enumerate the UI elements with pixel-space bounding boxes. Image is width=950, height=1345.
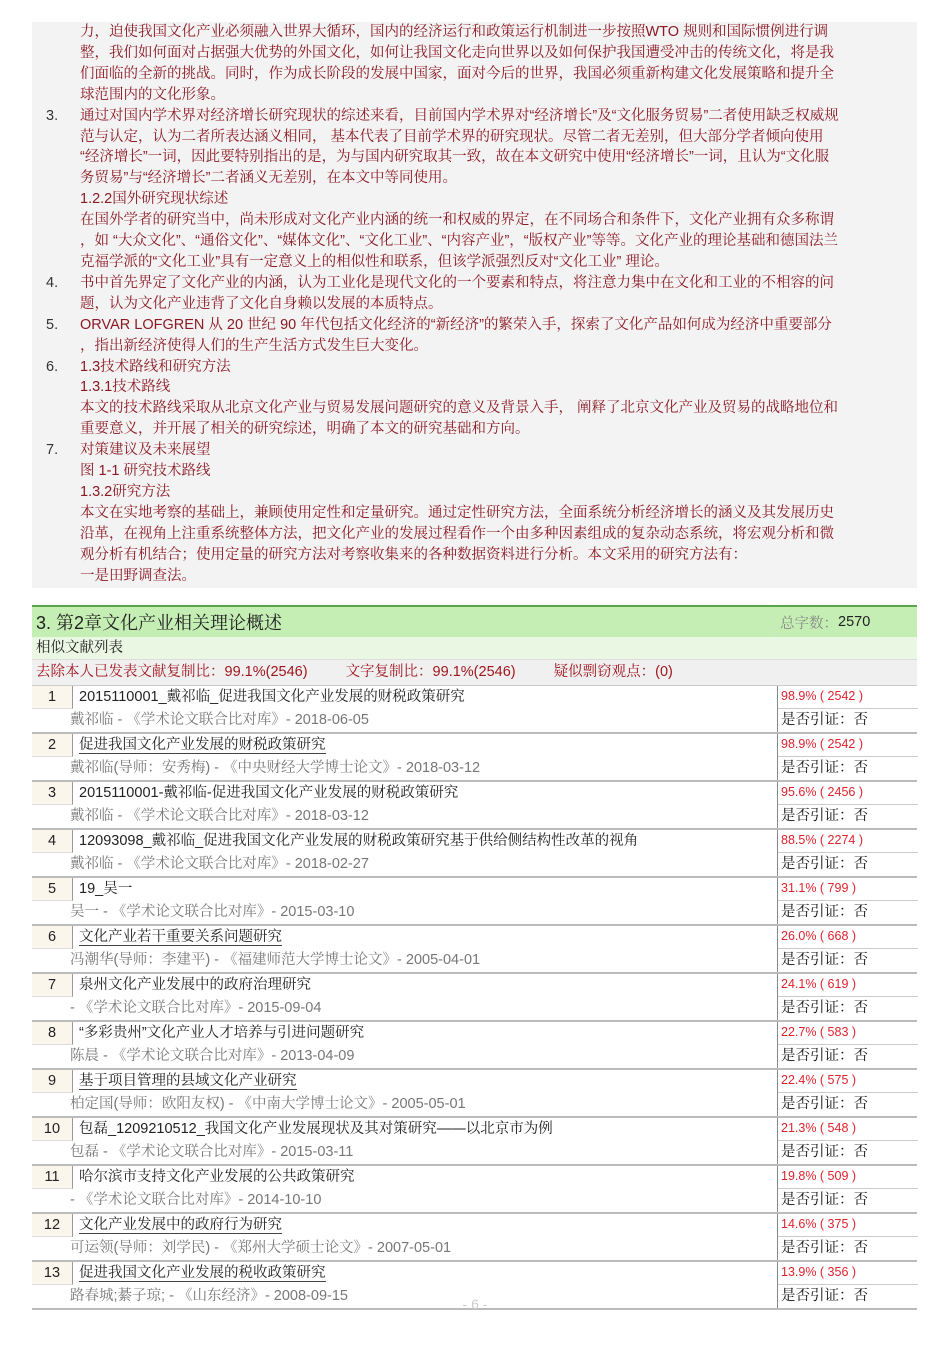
doc-meta: 戴祁临(导师：安秀梅) - 《中央财经大学博士论文》- 2018-03-12 [70, 760, 481, 776]
cited-status: 是否引证：否 [781, 856, 868, 872]
row-title-line [32, 734, 777, 757]
doc-title-text: 19_吴一 [79, 881, 133, 897]
similarity-pct: 13.9% ( 356 ) [778, 1262, 918, 1285]
table-row [32, 1070, 917, 1118]
line-text: 1.2.2国外研究现状综述 [80, 191, 229, 208]
line-text: 本文的技术路线采取从北京文化产业与贸易发展问题研究的意义及背景入手， 阐释了北京文化产业及贸易的战略地位和 [80, 400, 839, 417]
total-label: 总字数： [780, 615, 838, 632]
row-index: 2 [32, 734, 73, 757]
similarity-pct: 95.6% ( 2456 ) [778, 782, 918, 805]
row-result [777, 782, 918, 828]
cited-status: 是否引证：否 [781, 760, 868, 776]
similarity-pct: 88.5% ( 2274 ) [778, 830, 918, 853]
text-line [32, 398, 917, 419]
table-row [32, 1022, 917, 1070]
line-text: 书中首先界定了文化产业的内涵，认为工业化是现代文化的一个要素和特点，将注意力集中在文化和工业的不相容的问 [80, 274, 834, 291]
line-text: 图 1-1 研究技术路线 [80, 463, 211, 480]
row-title-line [32, 830, 777, 853]
text-line [32, 336, 917, 357]
text-line [32, 231, 917, 252]
doc-title-text[interactable]: 基于项目管理的县域文化产业研究 [79, 1073, 297, 1089]
row-title-line [32, 1118, 777, 1141]
line-text: 重要意义，并开展了相关的研究综述，明确了本文的研究基础和方向。 [80, 421, 530, 438]
row-result [777, 1070, 918, 1116]
row-index: 11 [32, 1166, 73, 1189]
total-chars [775, 607, 917, 637]
line-text: 本文在实地考察的基础上，兼顾使用定性和定量研究。通过定性研究方法，全面系统分析经济增长的涵义及其发展历史 [80, 504, 834, 521]
doc-title-text: “多彩贵州”文化产业人才培养与引进问题研究 [79, 1025, 365, 1041]
doc-title-text: 12093098_戴祁临_促进我国文化产业发展的财税政策研究基于供给侧结构性改革的视角 [79, 833, 639, 849]
row-title-line [32, 1214, 777, 1237]
similarity-pct: 19.8% ( 509 ) [778, 1166, 918, 1189]
similarity-pct: 31.1% ( 799 ) [778, 878, 918, 901]
row-result [777, 926, 918, 972]
line-text: 球范围内的文化形象。 [80, 86, 225, 103]
matched-text-block [32, 22, 917, 588]
line-text: 沿革，在视角上注重系统整体方法，把文化产业的发展过程看作一个由多种因素组成的复杂动态系统，将宏观分析和微 [80, 525, 834, 542]
text-line [32, 43, 917, 64]
row-index: 8 [32, 1022, 73, 1045]
doc-meta: 柏定国(导师：欧阳友权) - 《中南大学博士论文》- 2005-05-01 [70, 1096, 466, 1112]
cited-status: 是否引证：否 [781, 1096, 868, 1112]
line-text: 1.3.1技术路线 [80, 379, 171, 396]
doc-title[interactable] [73, 734, 326, 757]
cited-status: 是否引证：否 [781, 952, 868, 968]
section-title: 3. 第2章文化产业相关理论概述 [36, 613, 283, 633]
doc-title[interactable] [73, 1214, 282, 1237]
text-line [32, 461, 917, 482]
text-line [32, 315, 917, 336]
text-line [32, 210, 917, 231]
plagiarism-points: 疑似剽窃观点：(0) [553, 664, 673, 680]
stats-bar [32, 660, 917, 686]
similarity-pct: 98.9% ( 2542 ) [778, 686, 918, 709]
list-number: 4. [46, 274, 59, 291]
text-line [32, 273, 917, 294]
table-row [32, 830, 917, 878]
row-index: 12 [32, 1214, 73, 1237]
row-result [777, 1022, 918, 1068]
line-text: 力，迫使我国文化产业必须融入世界大循环，国内的经济运行和政策运行机制进一步按照WTO 规则和国际惯例进行调 [80, 24, 829, 40]
row-title-line [32, 1262, 777, 1285]
list-number: 6. [46, 358, 59, 375]
table-row [32, 686, 917, 734]
text-line [32, 566, 917, 587]
row-title-line [32, 1166, 777, 1189]
doc-meta: 冯潮华(导师：李建平) - 《福建师范大学博士论文》- 2005-04-01 [70, 952, 481, 968]
text-copy-ratio: 文字复制比：99.1%(2546) [345, 664, 516, 680]
text-line [32, 252, 917, 273]
doc-title[interactable] [73, 1262, 326, 1285]
row-title-line [32, 1070, 777, 1093]
cited-status: 是否引证：否 [781, 1144, 868, 1160]
doc-title [73, 782, 458, 805]
excl-self-ratio: 去除本人已发表文献复制比：99.1%(2546) [36, 664, 308, 680]
text-line [32, 482, 917, 503]
line-text: 通过对国内学术界对经济增长研究现状的综述来看，目前国内学术界对“经济增长”及“文化服务贸易”二者使用缺乏权威规 [80, 107, 839, 124]
doc-title [73, 830, 638, 853]
cited-status: 是否引证：否 [781, 904, 868, 920]
doc-title [73, 878, 132, 901]
row-index: 6 [32, 926, 73, 949]
doc-meta: 陈晨 - 《学术论文联合比对库》- 2013-04-09 [70, 1048, 355, 1064]
similarity-pct: 14.6% ( 375 ) [778, 1214, 918, 1237]
row-index: 10 [32, 1118, 73, 1141]
line-text: 观分析有机结合；使用定量的研究方法对考察收集来的各种数据资料进行分析。本文采用的研究方法有： [80, 546, 747, 563]
similarity-pct: 24.1% ( 619 ) [778, 974, 918, 997]
section-3 [32, 605, 917, 1310]
list-number: 7. [46, 442, 59, 459]
row-result [777, 686, 918, 732]
row-index: 7 [32, 974, 73, 997]
list-number: 3. [46, 107, 59, 124]
table-row [32, 782, 917, 830]
text-line [32, 64, 917, 85]
cited-status: 是否引证：否 [781, 1000, 868, 1016]
line-text: 克福学派的“文化工业”具有一定意义上的相似性和联系，但该学派强烈反对“文化工业” 理论。 [80, 253, 669, 270]
row-result [777, 878, 918, 924]
doc-meta: 戴祁临 - 《学术论文联合比对库》- 2018-02-27 [70, 856, 369, 872]
doc-meta: 包磊 - 《学术论文联合比对库》- 2015-03-11 [70, 1144, 354, 1160]
text-line [32, 147, 917, 168]
row-title-line [32, 686, 777, 709]
row-title-line [32, 878, 777, 901]
row-index: 5 [32, 878, 73, 901]
doc-title-text[interactable]: 促进我国文化产业发展的税收政策研究 [79, 1265, 326, 1281]
doc-meta: - 《学术论文联合比对库》- 2015-09-04 [70, 1000, 322, 1016]
doc-meta: 可运领(导师：刘学民) - 《郑州大学硕士论文》- 2007-05-01 [70, 1240, 452, 1256]
doc-title [73, 1022, 364, 1045]
doc-title[interactable] [73, 926, 282, 949]
doc-meta: 吴一 - 《学术论文联合比对库》- 2015-03-10 [70, 904, 355, 920]
doc-title [73, 974, 311, 997]
page-number: - 6 - [462, 1296, 488, 1312]
doc-title-text: 包磊_1209210512_我国文化产业发展现状及其对策研究——以北京市为例 [79, 1121, 553, 1137]
line-text: 对策建议及未来展望 [80, 442, 211, 459]
doc-title-text: 泉州文化产业发展中的政府治理研究 [79, 977, 311, 993]
row-index: 9 [32, 1070, 73, 1093]
line-text: ，指出新经济使得人们的生产生活方式发生巨大变化。 [80, 337, 428, 354]
similar-list-label: 相似文献列表 [32, 637, 917, 660]
text-line [32, 85, 917, 106]
similarity-pct: 22.4% ( 575 ) [778, 1070, 918, 1093]
line-text: “经济增长”一词，因此要特别指出的是，为与国内研究取其一致，故在本文研究中使用“经济增长”一词，且认为“文化服 [80, 149, 830, 166]
text-line [32, 22, 917, 43]
text-line [32, 545, 917, 566]
similarity-pct: 98.9% ( 2542 ) [778, 734, 918, 757]
text-line [32, 503, 917, 524]
line-text: ORVAR LOFGREN 从 20 世纪 90 年代包括文化经济的“新经济”的繁荣入手，探索了文化产品如何成为经济中重要部分 [80, 316, 832, 333]
text-line [32, 127, 917, 148]
cited-status: 是否引证：否 [781, 1288, 868, 1304]
table-row [32, 1118, 917, 1166]
doc-title-text[interactable]: 文化产业发展中的政府行为研究 [79, 1217, 282, 1233]
table-row [32, 734, 917, 782]
row-result [777, 1118, 918, 1164]
doc-title-text: 哈尔滨市支持文化产业发展的公共政策研究 [79, 1169, 355, 1185]
table-row [32, 1214, 917, 1262]
similarity-pct: 22.7% ( 583 ) [778, 1022, 918, 1045]
row-index: 4 [32, 830, 73, 853]
line-text: 整，我们如何面对占据强大优势的外国文化，如何让我国文化走向世界以及如何保护我国遭受冲击的传统文化，将是我 [80, 44, 834, 61]
row-result [777, 734, 918, 780]
doc-title-text[interactable]: 文化产业若干重要关系问题研究 [79, 929, 282, 945]
list-number: 5. [46, 316, 59, 333]
text-line [32, 419, 917, 440]
text-line [32, 294, 917, 315]
doc-title-text: 2015110001-戴祁临-促进我国文化产业发展的财税政策研究 [79, 785, 459, 801]
cited-status: 是否引证：否 [781, 808, 868, 824]
text-line [32, 524, 917, 545]
text-line [32, 189, 917, 210]
similarity-pct: 21.3% ( 548 ) [778, 1118, 918, 1141]
row-title-line [32, 926, 777, 949]
line-text: 范与认定，认为二者所表达涵义相同， 基本代表了目前学术界的研究现状。尽管二者无差别，但大部分学者倾向使用 [80, 128, 824, 145]
row-result [777, 830, 918, 876]
doc-meta: 戴祁临 - 《学术论文联合比对库》- 2018-03-12 [70, 808, 369, 824]
row-result [777, 974, 918, 1020]
similarity-pct: 26.0% ( 668 ) [778, 926, 918, 949]
line-text: 一是田野调查法。 [80, 567, 196, 584]
table-row [32, 1166, 917, 1214]
cited-status: 是否引证：否 [781, 1048, 868, 1064]
table-row [32, 926, 917, 974]
text-line [32, 377, 917, 398]
text-line [32, 106, 917, 127]
table-row [32, 878, 917, 926]
text-line [32, 168, 917, 189]
row-result [777, 1166, 918, 1212]
row-title-line [32, 1022, 777, 1045]
similar-docs-table [32, 686, 917, 1310]
doc-title [73, 1118, 553, 1141]
doc-title-text: 2015110001_戴祁临_促进我国文化产业发展的财税政策研究 [79, 689, 465, 705]
cited-status: 是否引证：否 [781, 1240, 868, 1256]
line-text: 在国外学者的研究当中，尚未形成对文化产业内涵的统一和权威的界定，在不同场合和条件下，文化产业拥有众多称谓 [80, 212, 834, 229]
doc-title[interactable] [73, 1070, 297, 1093]
table-row [32, 974, 917, 1022]
row-index: 1 [32, 686, 73, 709]
line-text: 1.3技术路线和研究方法 [80, 358, 231, 375]
cited-status: 是否引证：否 [781, 1192, 868, 1208]
line-text: 务贸易”与“经济增长”二者涵义无差别，在本文中等同使用。 [80, 170, 457, 187]
line-text: 题，认为文化产业违背了文化自身赖以发展的本质特点。 [80, 295, 443, 312]
doc-title [73, 686, 465, 709]
row-index: 3 [32, 782, 73, 805]
row-title-line [32, 782, 777, 805]
line-text: 们面临的全新的挑战。同时，作为成长阶段的发展中国家，面对今后的世界，我国必须重新构建文化发展策略和提升全 [80, 65, 834, 82]
doc-title-text[interactable]: 促进我国文化产业发展的财税政策研究 [79, 737, 326, 753]
line-text: 1.3.2研究方法 [80, 483, 171, 500]
cited-status: 是否引证：否 [781, 712, 868, 728]
section-header [32, 605, 917, 637]
doc-meta: 戴祁临 - 《学术论文联合比对库》- 2018-06-05 [70, 712, 369, 728]
doc-meta: 路春城;綦子琼; - 《山东经济》- 2008-09-15 [70, 1288, 348, 1304]
text-line [32, 357, 917, 378]
row-result [777, 1214, 918, 1260]
doc-meta: - 《学术论文联合比对库》- 2014-10-10 [70, 1192, 322, 1208]
row-title-line [32, 974, 777, 997]
text-line [32, 440, 917, 461]
row-index: 13 [32, 1262, 73, 1285]
total-value: 2570 [838, 614, 871, 630]
doc-title [73, 1166, 355, 1189]
line-text: ，如 “大众文化”、“通俗文化”、“媒体文化”、“文化工业”、“内容产业”，“版权产业”等等。文化产业的理论基础和德国法兰 [80, 233, 838, 250]
